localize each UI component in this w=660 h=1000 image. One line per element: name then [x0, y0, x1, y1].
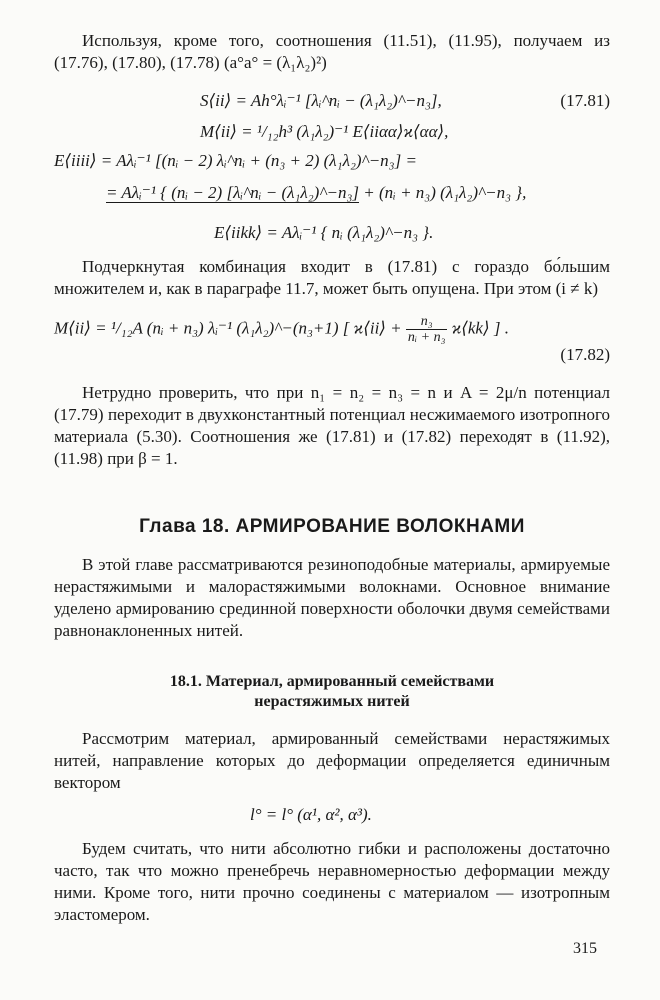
eq-underlined-combination: = Aλᵢ⁻¹ { (nᵢ − 2) [λᵢ^nᵢ − (λ₁λ₂)^−n₃]: [106, 183, 359, 202]
eq-m-ii: M⟨ii⟩ = ¹/₁₂h³ (λ₁λ₂)⁻¹ E⟨iiαα⟩ϰ⟨αα⟩,: [200, 122, 449, 141]
equation-17-81-line2: [54, 118, 610, 146]
equation-number-17-81: (17.81): [560, 91, 610, 110]
page-number: 315: [573, 940, 597, 957]
equation-unit-vector: [54, 794, 610, 832]
chapter-title: Глава 18. АРМИРОВАНИЕ ВОЛОКНАМИ: [139, 516, 525, 537]
eq-s-ii: S⟨ii⟩ = Ah°λᵢ⁻¹ [λᵢ^nᵢ − (λ₁λ₂)^−n₃],: [200, 91, 442, 110]
paragraph-material: Рассмотрим материал, армированный семействами нерастяжимых нитей, направление которых до деформации определяется единичным вектором: [54, 729, 610, 792]
section-heading: [54, 672, 610, 712]
section-title-line2: нерастяжимых нитей: [254, 693, 410, 710]
equation-17-81-line5: [54, 214, 610, 252]
eq-underlined-combination-row: [106, 182, 526, 204]
eq-line4-rest: + (nᵢ + n₃) (λ₁λ₂)^−n₃ },: [359, 183, 527, 202]
eq-unit-vector: l° = l° (α¹, α², α³).: [250, 805, 372, 824]
eq-e-iiii: E⟨iiii⟩ = Aλᵢ⁻¹ [(nᵢ − 2) λᵢ^nᵢ + (n₃ + 2) (λ₁λ₂)^−n₃] =: [54, 151, 417, 170]
equation-number-17-82: (17.82): [560, 345, 610, 364]
paragraph-intro: Используя, кроме того, соотношения (11.51), (11.95), получаем из (17.76), (17.80), (17.78) (a°a° = (λ₁λ₂)²): [54, 31, 610, 72]
eq-line-end: ϰ⟨kk⟩ ] .: [447, 318, 509, 338]
equation-17-82: [54, 308, 610, 370]
paragraph-assumptions: Будем считать, что нити абсолютно гибки и расположены достаточно часто, так что можно пренебречь неравномерностью деформации между ними. Кроме того, нити прочно соединены с материалом — изотропным эластомером.: [54, 839, 610, 924]
eq-fraction-numerator: n₃: [406, 314, 448, 330]
equation-17-81-line4: [54, 178, 610, 214]
paragraph-underlined-note: Подчеркнутая комбинация входит в (17.81) с гораздо бо́льшим множителем и, как в параграфе 11.7, может быть опущена. При этом (i ≠ k): [54, 257, 610, 298]
equation-17-81-line3: [54, 146, 610, 178]
eq-m-ii-simplified-row: [54, 314, 509, 345]
equation-17-81-line1: [54, 84, 610, 118]
eq-fraction: [406, 314, 448, 345]
page-content: [54, 30, 610, 926]
paragraph-verification: Нетрудно проверить, что при n₁ = n₂ = n₃ = n и A = 2μ/n потенциал (17.79) переходит в двухконстантный потенциал несжимаемого изотропного материала (5.30). Соотношения же (17.81) и (17.82) переходят в (11.92), (11.98) при β = 1.: [54, 383, 610, 468]
eq-fraction-denominator: nᵢ + n₃: [407, 330, 446, 345]
paragraph-chapter-intro: В этой главе рассматриваются резиноподобные материалы, армируемые нерастяжимыми и малорастяжимыми волокнами. Основное внимание уделено армированию срединной поверхности оболочки двумя семействами равнонаклоненных нитей.: [54, 555, 610, 640]
eq-e-iikk: E⟨iikk⟩ = Aλᵢ⁻¹ { nᵢ (λ₁λ₂)^−n₃ }.: [214, 223, 434, 242]
section-title-line1: 18.1. Материал, армированный семействами: [169, 673, 495, 690]
eq-m-ii-simplified: M⟨ii⟩ = ¹/₁₂A (nᵢ + n₃) λᵢ⁻¹ (λ₁λ₂)^−(n₃+1) [ ϰ⟨ii⟩ +: [54, 318, 402, 338]
